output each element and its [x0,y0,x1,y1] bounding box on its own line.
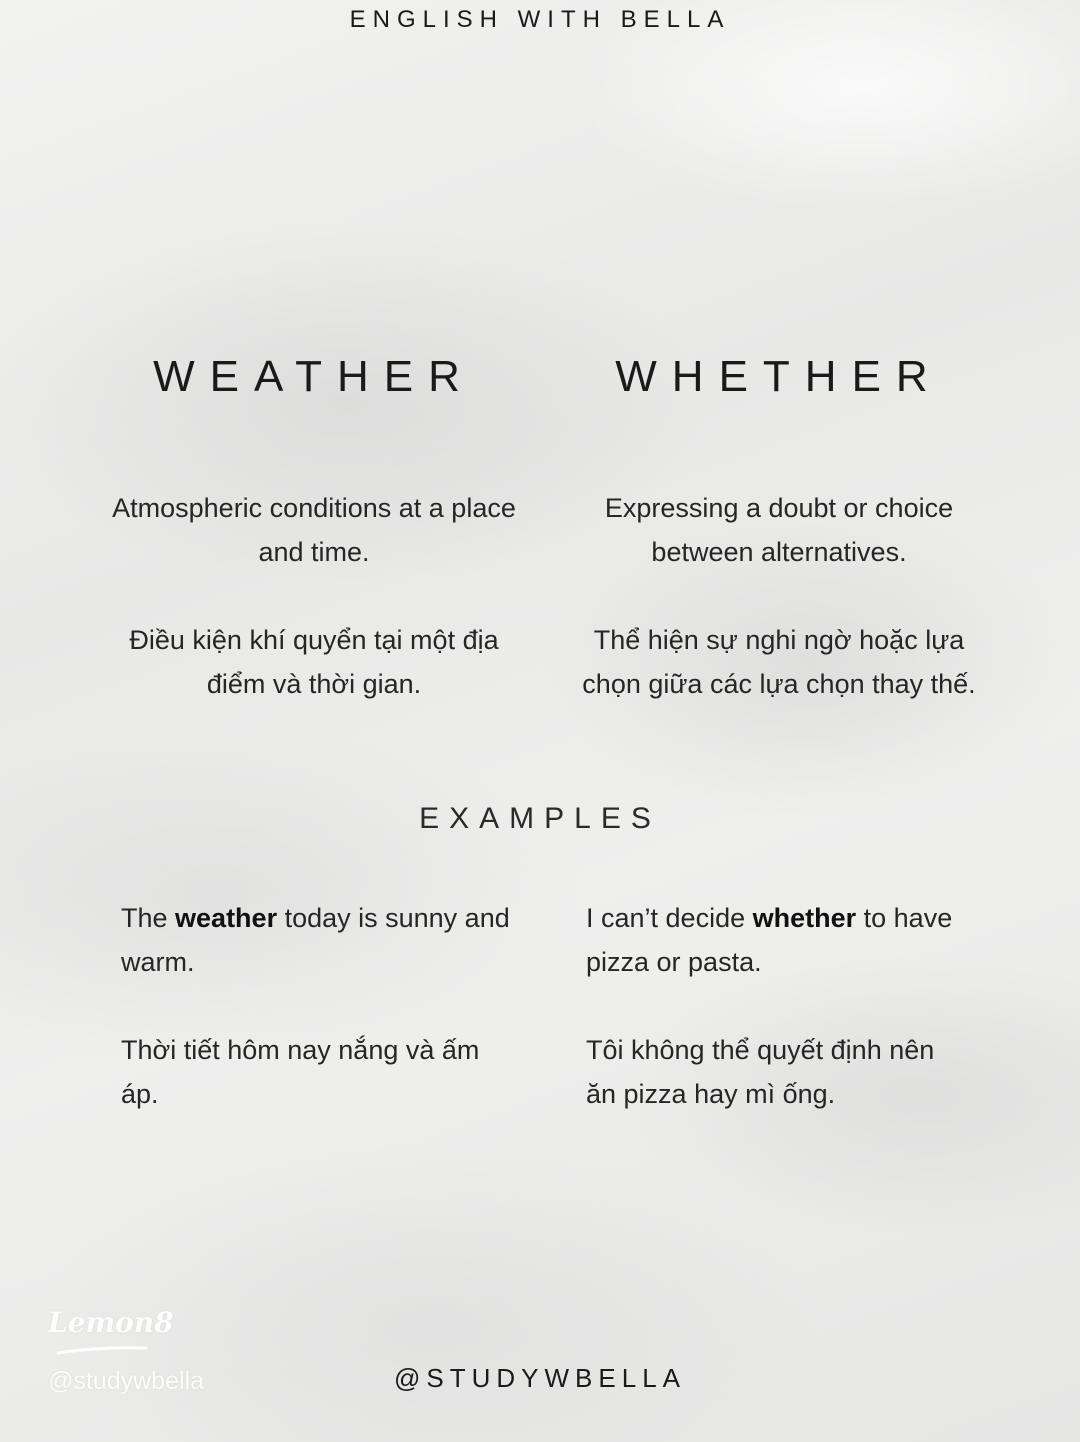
highlighted-word-whether: whether [752,903,857,933]
page-header-title: ENGLISH WITH BELLA [349,6,731,33]
watermark-handle: @studywbella [48,1367,205,1395]
example-text: I can’t decide [586,903,753,933]
weather-example-vietnamese: Thời tiết hôm nay nắng và ấm áp. [121,1035,480,1109]
lemon8-logo: Lemon8 [48,1306,174,1339]
footer-handle: @STUDYWBELLA [394,1363,686,1393]
examples-heading: EXAMPLES [419,802,661,835]
whether-example-english [586,896,966,984]
example-text: to have pizza or pasta. [586,903,953,977]
whether-example-vietnamese: Tôi không thể quyết định nên ăn pizza hay mì ống. [586,1035,935,1109]
weather-definition-english: Atmospheric conditions at a place and time. [112,493,516,567]
highlighted-word-weather: weather [175,903,278,933]
example-text: today is sunny and warm. [121,903,510,977]
word-weather-heading: WEATHER [153,352,475,401]
weather-definition-vietnamese: Điều kiện khí quyển tại một địa điểm và thời gian. [129,625,499,699]
whether-definition-vietnamese: Thể hiện sự nghi ngờ hoặc lựa chọn giữa các lựa chọn thay thế. [582,625,976,699]
weather-example-english [121,896,521,984]
word-whether-heading: WHETHER [615,352,943,401]
whether-definition-english: Expressing a doubt or choice between alternatives. [604,493,954,567]
example-text: The [121,903,176,933]
lemon8-logo-swoosh-icon [56,1345,148,1355]
